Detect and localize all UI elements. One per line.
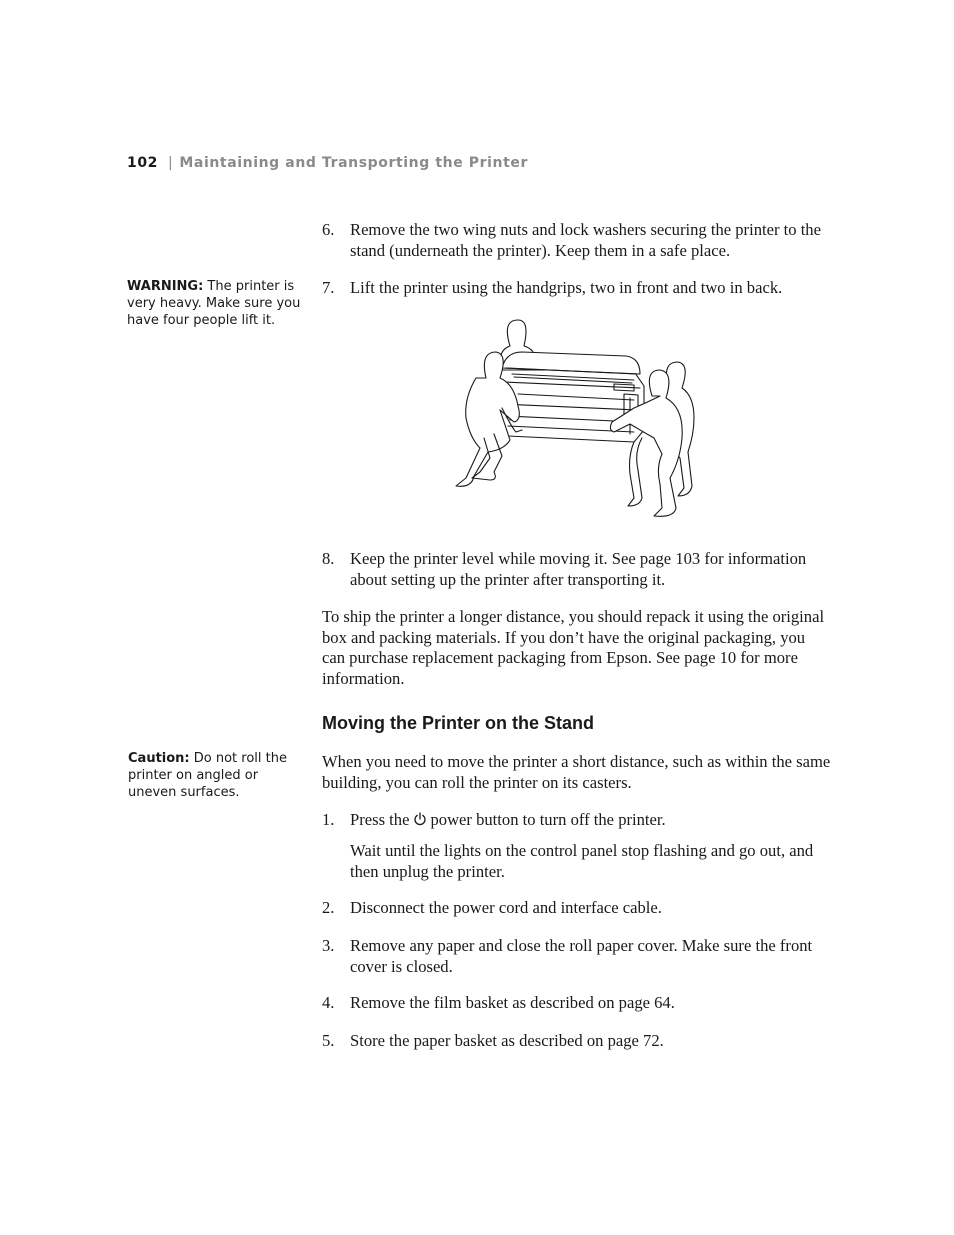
list-item [322, 810, 832, 831]
step-sub-paragraph: Wait until the lights on the control panel stop flashing and go out, and then unplug the printer. [350, 841, 814, 881]
step-number: 6. [322, 220, 335, 239]
four-people-lifting-printer-illustration [448, 318, 703, 528]
header-separator: | [168, 155, 174, 171]
chapter-title: Maintaining and Transporting the Printer [179, 155, 528, 171]
step-text: Remove the film basket as described on page 64. [350, 993, 675, 1012]
step-number: 7. [322, 278, 335, 297]
step-text: Remove any paper and close the roll paper cover. Make sure the front cover is closed. [350, 936, 813, 976]
shipping-paragraph: To ship the printer a longer distance, you should repack it using the original box and packing materials. If you don’t have the original packaging, you can purchase replacement packaging from Epson. See page 10 for more information. [322, 607, 825, 688]
warning-note [127, 278, 302, 329]
moving-paragraph: When you need to move the printer a short distance, such as within the same building, you can roll the printer on its casters. [322, 752, 831, 792]
list-item [322, 220, 832, 261]
warning-label: WARNING: [127, 279, 204, 294]
step-number: 5. [322, 1031, 335, 1050]
list-item [322, 1031, 832, 1052]
caution-note [128, 750, 288, 801]
step-number: 3. [322, 936, 335, 955]
step-text: Keep the printer level while moving it. See page 103 for information about setting up the printer after transporting it. [350, 549, 807, 589]
section-heading: Moving the Printer on the Stand [322, 713, 595, 733]
list-item [322, 898, 832, 919]
power-icon [413, 812, 427, 826]
step-text: Remove the two wing nuts and lock washers securing the printer to the stand (underneath the printer). Keep them in a safe place. [350, 220, 821, 260]
step-number: 2. [322, 898, 335, 917]
step-text [350, 810, 832, 831]
step-text: Store the paper basket as described on page 72. [350, 1031, 664, 1050]
list-item [322, 278, 832, 299]
step-number: 8. [322, 549, 335, 568]
step-number: 1. [322, 810, 335, 829]
step-text: Disconnect the power cord and interface cable. [350, 898, 662, 917]
running-header [127, 155, 528, 171]
step-text-after-icon: power button to turn off the printer. [430, 810, 666, 829]
caution-text: Do not roll the printer on angled or uneven surfaces. [128, 751, 287, 800]
step-text-before-icon: Press the [350, 810, 410, 829]
page-number: 102 [127, 155, 159, 171]
step-text: Lift the printer using the handgrips, two in front and two in back. [350, 278, 783, 297]
step-number: 4. [322, 993, 335, 1012]
list-item [322, 936, 832, 977]
list-item [322, 993, 832, 1014]
caution-label: Caution: [128, 751, 190, 766]
warning-text: The printer is very heavy. Make sure you have four people lift it. [127, 279, 301, 328]
list-item [322, 549, 832, 590]
